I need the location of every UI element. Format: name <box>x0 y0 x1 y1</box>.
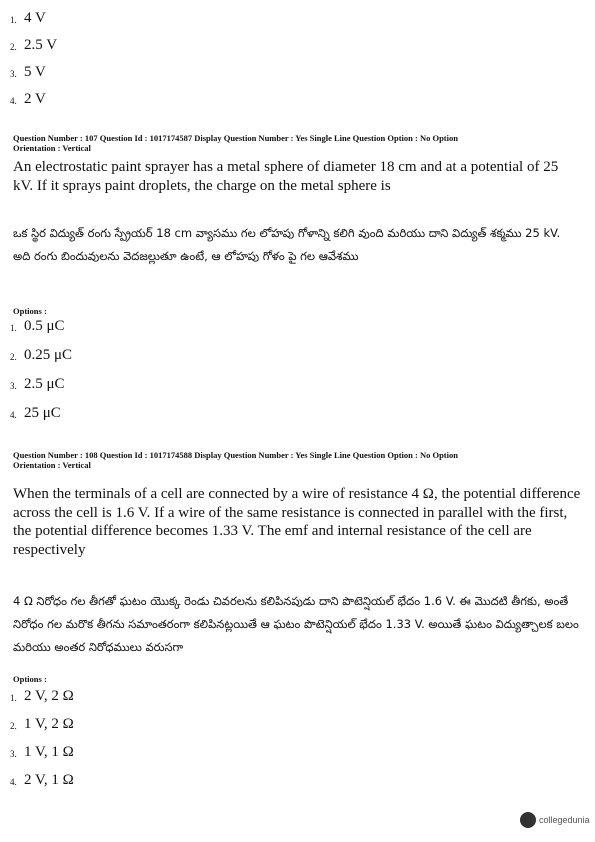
option-number: 3. <box>10 381 17 391</box>
option-value: 1 V, 2 Ω <box>24 716 74 732</box>
option-value: 2.5 μC <box>24 376 65 392</box>
question-107-english: An electrostatic paint sprayer has a metal sphere of diameter 18 cm and at a potential of 25 kV. If it sprays paint droplets, the charge on the metal sphere is <box>13 159 559 194</box>
question-107-telugu: ఒక స్థిర విద్యుత్ రంగు స్ప్రేయర్ 18 cm వ్యాసము గల లోహపు గోళాన్ని కలిగి వుంది మరియు దాని విద్యుత్ శక్మము 25 kV. అది రంగు బిందువులను వెదజల్లుతూ ఉంటే, ఆ లోహపు గోళం పై గల ఆవేశము <box>13 226 561 263</box>
question-107-options-label: Options : <box>13 306 47 316</box>
option-number: 3. <box>10 69 17 79</box>
question-108-english: When the terminals of a cell are connected by a wire of resistance 4 Ω, the potential difference across the cell is 1.6 V. If a wire of the same resistance is connected in parallel with the first, the potential difference becomes 1.33 V. The emf and internal resistance of the cell are respectively <box>13 486 581 558</box>
option-value: 2 V, 2 Ω <box>24 688 74 704</box>
top-option-2 <box>10 37 57 54</box>
q107-option-2 <box>10 347 72 364</box>
option-value: 2 V <box>24 91 46 107</box>
top-option-1 <box>10 10 46 27</box>
q107-option-4 <box>10 405 61 422</box>
q108-option-2 <box>10 716 74 733</box>
option-number: 4. <box>10 96 17 106</box>
option-value: 2 V, 1 Ω <box>24 772 74 788</box>
meta-orientation: Orientation : Vertical <box>13 143 91 153</box>
q108-option-4 <box>10 772 74 789</box>
option-value: 1 V, 1 Ω <box>24 744 74 760</box>
question-108-options-label: Options : <box>13 674 47 684</box>
option-value: 25 μC <box>24 405 61 421</box>
option-value: 4 V <box>24 10 46 26</box>
collegedunia-logo <box>520 812 590 828</box>
q108-option-1 <box>10 688 74 705</box>
option-value: 2.5 V <box>24 37 58 53</box>
option-number: 1. <box>10 693 17 703</box>
question-108-meta <box>13 450 588 470</box>
q107-option-3 <box>10 376 65 393</box>
q108-option-3 <box>10 744 74 761</box>
option-number: 2. <box>10 721 17 731</box>
option-number: 4. <box>10 410 17 420</box>
meta-line: Question Number : 108 Question Id : 1017174588 Display Question Number : Yes Single Line Question Option : No Option <box>13 450 458 460</box>
logo-icon <box>520 812 536 828</box>
question-108-telugu: 4 Ω నిరోధం గల తీగతో ఘటం యొక్క రెండు చివరలను కలిపినపుడు దాని పొటెన్షియల్ భేదం 1.6 V. ఈ మొదటి తీగకు, అంతే నిరోధం గల మరొక తీగను సమాంతరంగా కలిపినట్లయితే ఆ ఘటం పొటెన్షియల్ భేదం 1.33 V. అయితే ఘటం విద్యుత్చాలక బలం మరియు అంతర నిరోధములు వరుసగా <box>13 594 579 654</box>
meta-orientation: Orientation : Vertical <box>13 460 91 470</box>
option-value: 0.25 μC <box>24 347 73 363</box>
option-number: 1. <box>10 15 17 25</box>
option-number: 3. <box>10 749 17 759</box>
option-value: 0.5 μC <box>24 318 65 334</box>
option-number: 4. <box>10 777 17 787</box>
option-number: 2. <box>10 352 17 362</box>
option-number: 2. <box>10 42 17 52</box>
q107-option-1 <box>10 318 65 335</box>
top-option-4 <box>10 91 46 108</box>
option-number: 1. <box>10 323 17 333</box>
option-value: 5 V <box>24 64 46 80</box>
question-107-meta <box>13 133 588 153</box>
meta-line: Question Number : 107 Question Id : 1017174587 Display Question Number : Yes Single Line Question Option : No Option <box>13 133 458 143</box>
logo-text: collegedunia <box>539 815 590 825</box>
top-option-3 <box>10 64 46 81</box>
